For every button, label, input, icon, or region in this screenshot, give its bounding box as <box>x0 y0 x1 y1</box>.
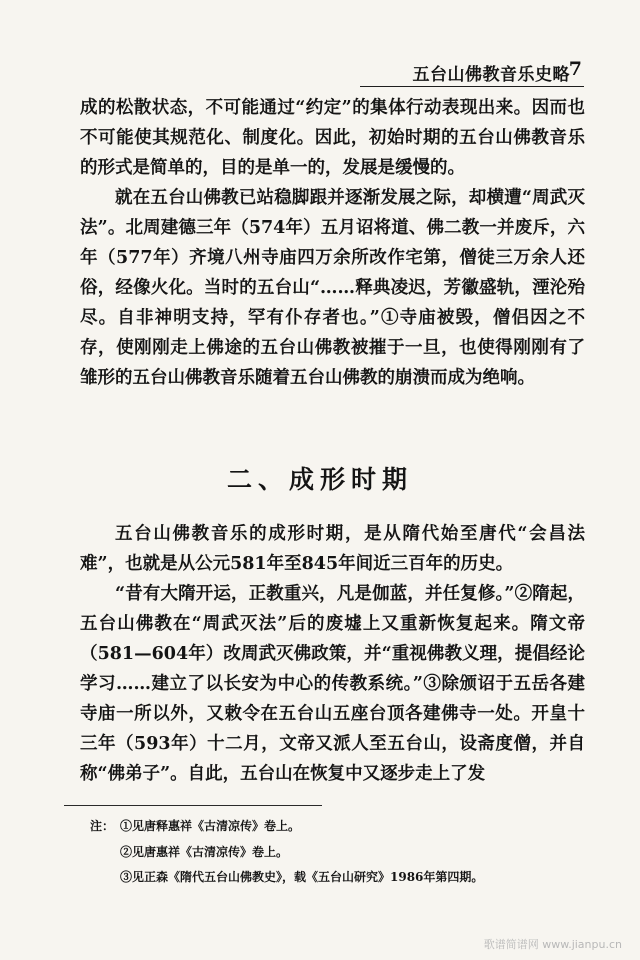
running-header <box>0 0 640 92</box>
paragraph-4: “昔有大隋开运，正教重兴，凡是伽蓝，并任复修。”②隋起，五台山佛教在“周武灭法”后的废墟上又重新恢复起来。隋文帝（581—604年）改周武灭佛政策，并“重视佛教义理，提倡经论学习……建立了以长安为中心的传教系统。”③除颁诏于五岳各建寺庙一所以外，又敕令在五台山五座台顶各建佛寺一处。开皇十三年（593年）十二月，文帝又派人至五台山，设斋度僧，并自称“佛弟子”。自此，五台山在恢复中又逐步走上了发 <box>80 584 585 784</box>
footnote-1: ①见唐释惠祥《古清凉传》卷上。 <box>120 819 301 833</box>
footnote-2: ②见唐惠祥《古清凉传》卷上。 <box>120 845 289 859</box>
page-number: 7 <box>568 58 582 80</box>
running-title: 五台山佛教音乐史略 <box>412 65 570 85</box>
footnote-rule <box>64 805 322 806</box>
footnote-label: 注： <box>90 819 115 833</box>
site-watermark: 歌谱简谱网 www.jianpu.cn <box>483 938 622 951</box>
header-rule <box>360 86 584 87</box>
footnote-3: ③见正森《隋代五台山佛教史》，载《五台山研究》1986年第四期。 <box>120 870 484 884</box>
paragraph-3: 五台山佛教音乐的成形时期，是从隋代始至唐代“会昌法难”，也就是从公元581年至845年间近三百年的历史。 <box>80 524 585 574</box>
paragraph-2: 就在五台山佛教已站稳脚跟并逐渐发展之际，却横遭“周武灭法”。北周建德三年（574年）五月诏将道、佛二教一并废斥，六年（577年）齐境八州寺庙四万余所改作宅第，僧徒三万余人还俗，经像火化。当时的五台山“……释典凌迟，芳徽盛轨，湮沦殆尽。自非神明支持，罕有仆存者也。”①寺庙被毁，僧侣因之不存，使刚刚走上佛途的五台山佛教被摧于一旦，也使得刚刚有了雏形的五台山佛教音乐随着五台山佛教的崩溃而成为绝响。 <box>80 188 585 388</box>
paragraph-1: 成的松散状态，不可能通过“约定”的集体行动表现出来。因而也不可能使其规范化、制度化。因此，初始时期的五台山佛教音乐的形式是简单的，目的是单一的，发展是缓慢的。 <box>80 98 585 178</box>
section-heading: 二、成形时期 <box>226 465 413 494</box>
